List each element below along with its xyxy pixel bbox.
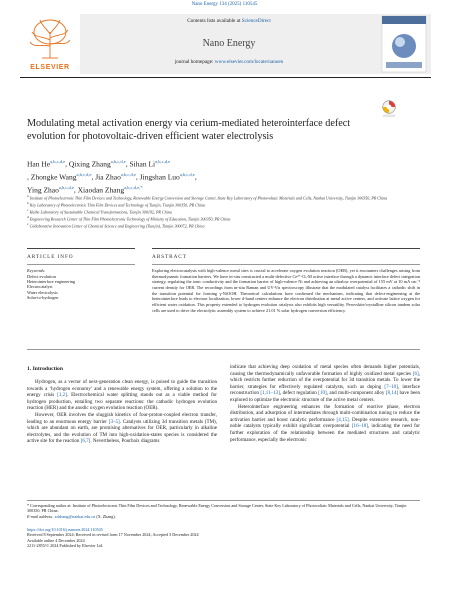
sciencedirect-link[interactable]: ScienceDirect: [241, 18, 271, 24]
elsevier-logo[interactable]: [20, 14, 80, 74]
author-affiliation-marks[interactable]: a,b,c,d,e: [58, 185, 74, 190]
abstract-text: Exploring electrocatalysts with high-valence metal sites is crucial to accelerate oxygen evolution reaction (OER), yet it encounters challenges arising from thermodynamic formation barriers. We have in-situ constructed a multi-defective Ce³⁺-Oᵥ-M active interface through a dynamic interface defect integration strategy, regulating the ionic conductivity and the formation barrier of high-valence Ni and achieving an ultralow overpotential of 155 mV at 10 mA cm⁻² current density for OER. The recordings from in-situ Raman and UV-Vis spectroscopy illustrate that the modulated catalyst facilitates a cathodic shift in the transition potential for forming γ-NiOOH. Theoretical calculations have confirmed the mechanism, indicating that defect-engineering at the heterointerface leads to electron localization, lower d-band centers enhance the electron distribution at metal active centers, and activate lattice oxygen for efficient water oxidation. This property extended to hydrogen evolution catalysts also exhibits high versatility. Perovskite/crystalline silicon tandem solar cells are used to drive the electrolytic assembly system to achieve 21.01 % solar hydrogen conversion efficiency.: [152, 268, 420, 313]
citation-link[interactable]: [4,15]: [336, 416, 349, 423]
author-name[interactable]: Han He: [27, 159, 51, 169]
author-affiliation-marks[interactable]: a,b,c,d,e: [155, 159, 171, 164]
copyright-line: 2211-2855/© 2024 Published by Elsevier Ltd.: [27, 542, 104, 548]
body-paragraph: Heterointerface engineering enhances the formation of reactive phase, electron distribution, and adsorption of intermediates through multi-combination tuning to reduce the activation barrier and boost catalytic performance [4,15]. Despite extensive research, non-noble catalysts typically exhibit significant overpotential [16–18], indicating the need for further exploration of the relationship between the mediated structures and catalytic performance, especially the electronic: [230, 403, 421, 443]
available-online-date: Available online 4 December 2024: [27, 537, 85, 543]
journal-cover-thumbnail[interactable]: [378, 14, 430, 74]
body-column-right: [230, 364, 420, 443]
section-heading: 1. Introduction: [27, 366, 63, 372]
citation-link[interactable]: [1,11–13]: [260, 390, 280, 397]
affiliation-list: [27, 194, 419, 229]
journal-citation[interactable]: Nano Energy 134 (2025) 110545: [191, 2, 258, 7]
author-name[interactable]: Zhongke Wang: [30, 172, 77, 182]
abstract-top-rule: [152, 248, 420, 249]
homepage-line: [82, 59, 376, 65]
keyword-item[interactable]: Heterointerface engineering: [27, 279, 76, 285]
homepage-prefix: journal homepage:: [174, 59, 215, 65]
author-name[interactable]: Sihan Li: [129, 159, 156, 169]
article-title: Modulating metal activation energy via cerium-mediated heterointerface defect evolution for photovoltaic-driven efficient water electrolysis: [27, 118, 351, 142]
abstract-divider: [152, 264, 420, 265]
email-line: E-mail address: xdzhang@nankai.edu.cn (X. Zhang).: [27, 513, 116, 519]
journal-homepage-link[interactable]: www.elsevier.com/locate/nanoen: [214, 59, 284, 65]
keyword-item[interactable]: Defect evolution: [27, 274, 56, 279]
doi-link[interactable]: https://doi.org/10.1016/j.nanoen.2024.110545: [27, 527, 103, 532]
journal-name: Nano Energy: [202, 38, 256, 49]
citation-link[interactable]: [7–10]: [384, 383, 398, 390]
citation-link[interactable]: [1,2]: [57, 392, 67, 399]
author-name[interactable]: Ying Zhao: [27, 185, 59, 195]
author-name[interactable]: Jingshan Luo: [139, 172, 180, 182]
citation-link[interactable]: [6,7]: [80, 438, 91, 445]
body-column-left: [27, 379, 217, 445]
body-paragraph: However, OER involves the sluggish kinetics of four-proton-coupled electron transfer, leading to an enormous energy barrier [3–5]. Catalysts utilizing 3d transition metals (TM), which are abundant on earth, are promising alternatives for OER, particularly in alkaline electrolytes, and the evolution of TM into high-oxidation-states species is considered the active site for the reaction [6,7]. Nevertheless, Pourbaix diagrams: [27, 411, 217, 445]
author-email-link[interactable]: xdzhang@nankai.edu.cn: [54, 513, 96, 519]
author-affiliation-marks[interactable]: a,b,c,d,e: [120, 172, 136, 177]
abstract-bottom-rule: [27, 349, 420, 350]
citation-link[interactable]: [6]: [412, 370, 419, 377]
keywords-label: Keywords:: [27, 268, 46, 273]
author-list: Han He$^{a,b,c,d,e}$, Qixing Zhang$^{a,b,c,d,e}$, Sihan Li$^{a,b,c,d,e}$ , Zhongke Wang$^{a,b,c,d,e}$, Jia Zhao$^{a,b,c,d,e}$, Jingshan Luo$^{a,b,c,d,e}$, Ying Zhao$^{a,b,c,d,e}$, Xiaodan Zhang$^{a,b,c,d,e,*}$: [27, 159, 197, 195]
author-affiliation-marks[interactable]: a,b,c,d,e: [110, 159, 126, 164]
abstract-heading: ABSTRACT: [152, 254, 187, 260]
corresponding-author-note: * Corresponding author at: Institute of Photoelectronic Thin Film Devices and Technology, Renewable Energy Conversion and Storage Center, State Key Laboratory of Photovoltaic Materials and Cells, Nankai University, Tianjin 300350, PR China.: [27, 503, 407, 514]
author-affiliation-marks[interactable]: a,b,c,d,e: [76, 172, 92, 177]
contents-line: [82, 18, 376, 24]
author-name[interactable]: Xiaodan Zhang: [77, 185, 125, 195]
author-affiliation-marks[interactable]: a,b,c,d,e: [50, 159, 66, 164]
article-info-heading: ARTICLE INFO: [27, 254, 74, 260]
article-info-top-rule: [27, 248, 135, 249]
affiliation-item: $^c$ Haihe Laboratory of Sustainable Chemical Transformations, Tianjin 300192, PR China: [27, 207, 172, 215]
citation-link[interactable]: [8,14]: [385, 390, 399, 397]
corresponding-author-footnote: [27, 503, 419, 519]
author-affiliation-marks[interactable]: a,b,c,d,e,*: [124, 185, 143, 190]
publisher-name: ELSEVIER: [30, 64, 70, 71]
affiliation-item: $^d$ Engineering Research Center of Thin Film Photoelectronic Technology of Ministry of Education, Tianjin 300350, PR China: [27, 214, 231, 222]
body-paragraph: Hydrogen, as a vector of next-generation clean energy, is poised to guide the transition towards a ‘hydrogen economy’ and a renewable energy system, offering a solution to the energy crisis [1,2]. Electrochemical water splitting stands out as a viable method for hydrogen production, entailing two separate reactions: the cathodic hydrogen evolution reaction (HER) and the anodic oxygen evolution reaction (OER).: [27, 379, 217, 412]
author-affiliation-marks[interactable]: a,b,c,d,e: [179, 172, 195, 177]
body-paragraph: indicate that achieving deep oxidation of metal species often demands higher potentials, causing the thermodynamically unfavorable formation of highly oxidized metal species [6], which restricts further reduction of the overpotential for 3d transition metals. To lower the barrier, strategies for effectively regulated catalysts, such as doping [7–10], interface reconstruction [1,11–13], defect regulation [10], and multi-component alloy [8,14] have been explored to optimize the electronic structure of the active metal centers.: [230, 364, 420, 403]
citation-link[interactable]: [10]: [318, 390, 327, 397]
keyword-list: [27, 274, 75, 300]
keyword-item[interactable]: Solar-to-hydrogen: [27, 294, 59, 300]
citation-link[interactable]: [3–5]: [108, 418, 120, 425]
affiliation-item: $^e$ Collaborative Innovation Center of Chemical Science and Engineering (Tianjin), Tianjin 300072, PR China: [27, 221, 205, 229]
received-dates: Received 8 September 2024; Received in revised form 17 November 2024; Accepted 3 December 2024: [27, 532, 199, 538]
contents-prefix: Contents lists available at: [187, 18, 242, 24]
check-for-updates-icon[interactable]: [382, 100, 396, 118]
author-name[interactable]: Qixing Zhang: [68, 159, 111, 169]
article-info-divider: [27, 264, 135, 265]
keyword-item[interactable]: Electrocatalyst: [27, 284, 53, 290]
affiliation-item: $^a$ Institute of Photoelectronic Thin Film Devices and Technology, Renewable Energy Conversion and Storage Center, State Key Laboratory of Photovoltaic Materials and Cells, Nankai University, Tianjin 300350, PR China: [27, 194, 388, 201]
author-name[interactable]: Jia Zhao: [95, 172, 121, 182]
affiliation-item: $^b$ Key Laboratory of Photoelectronic Thin Film Devices and Technology of Tianjin, Tianjin 300350, PR China: [27, 200, 206, 208]
keyword-item[interactable]: Water electrolysis: [27, 289, 58, 295]
citation-link[interactable]: [16–18]: [351, 423, 368, 430]
publication-info: [27, 527, 199, 548]
header-rule: [20, 77, 431, 78]
